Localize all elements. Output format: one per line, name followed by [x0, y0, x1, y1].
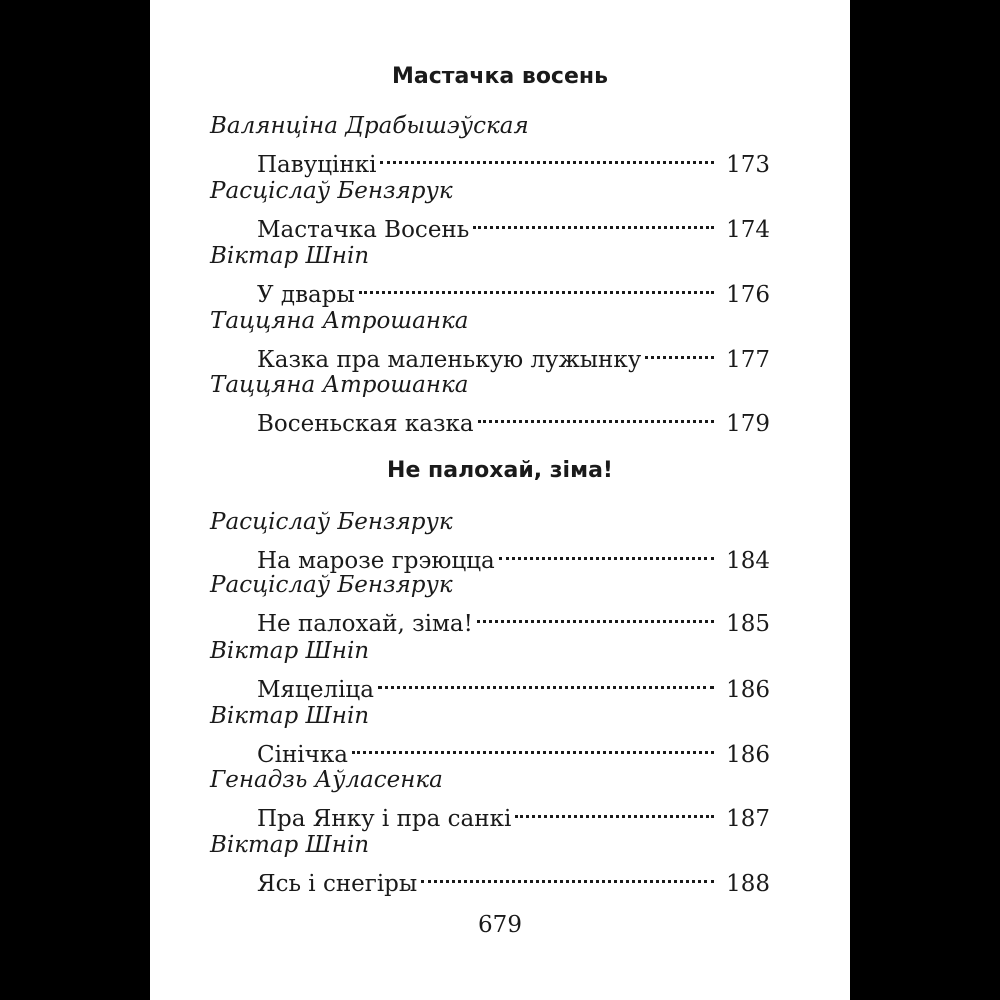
entry-title: Не палохай, зіма!	[257, 611, 473, 637]
page-number: 174	[726, 217, 770, 243]
dot-leader	[478, 401, 714, 431]
author-name: Расціслаў Бензярук	[210, 572, 453, 598]
author-name: Віктар Шніп	[210, 638, 370, 664]
page-number: 179	[726, 411, 770, 437]
toc-entry	[257, 401, 770, 439]
entry-title: Восеньская казка	[257, 411, 474, 437]
dot-leader	[515, 796, 714, 826]
page-number: 187	[726, 806, 770, 832]
author-name: Генадзь Аўласенка	[210, 767, 443, 793]
dot-leader	[378, 667, 714, 697]
toc-entry	[257, 667, 770, 705]
dot-leader	[499, 538, 714, 568]
toc-entry	[257, 601, 770, 639]
dot-leader	[352, 732, 714, 762]
dot-leader	[477, 601, 714, 631]
page-number: 177	[726, 347, 770, 373]
dot-leader	[359, 272, 714, 302]
entry-title: Мастачка Восень	[257, 217, 470, 243]
toc-entry	[257, 142, 770, 180]
page-number: 186	[726, 742, 770, 768]
page-number: 173	[726, 152, 770, 178]
entry-title: Мяцеліца	[257, 677, 374, 703]
author-name: Віктар Шніп	[210, 243, 370, 269]
entry-title: Сінічка	[257, 742, 348, 768]
toc-entry	[257, 207, 770, 245]
folio-page-number: 679	[478, 912, 522, 938]
author-name: Расціслаў Бензярук	[210, 509, 453, 535]
dot-leader	[645, 337, 714, 367]
dot-leader	[473, 207, 714, 237]
entry-title: У двары	[257, 282, 355, 308]
entry-title: Павуцінкі	[257, 152, 377, 178]
author-name: Віктар Шніп	[210, 703, 370, 729]
page-number: 186	[726, 677, 770, 703]
entry-title: Пра Янку і пра санкі	[257, 806, 512, 832]
dot-leader	[380, 142, 714, 172]
toc-entry	[257, 796, 770, 834]
dot-leader	[421, 861, 714, 891]
page-number: 184	[726, 548, 770, 574]
entry-title: Казка пра маленькую лужынку	[257, 347, 642, 373]
author-name: Расціслаў Бензярук	[210, 178, 453, 204]
author-name: Віктар Шніп	[210, 832, 370, 858]
page-number: 188	[726, 871, 770, 897]
toc-entry	[257, 272, 770, 310]
book-page	[150, 0, 850, 1000]
page-number: 176	[726, 282, 770, 308]
entry-title: На марозе грэюцца	[257, 548, 495, 574]
section-title: Мастачка восень	[391, 64, 609, 89]
author-name: Валянціна Драбышэўская	[210, 113, 529, 139]
author-name: Таццяна Атрошанка	[210, 372, 469, 398]
author-name: Таццяна Атрошанка	[210, 308, 469, 334]
toc-entry	[257, 861, 770, 899]
page-number: 185	[726, 611, 770, 637]
entry-title: Ясь і снегіры	[257, 871, 418, 897]
section-title: Не палохай, зіма!	[387, 458, 613, 483]
